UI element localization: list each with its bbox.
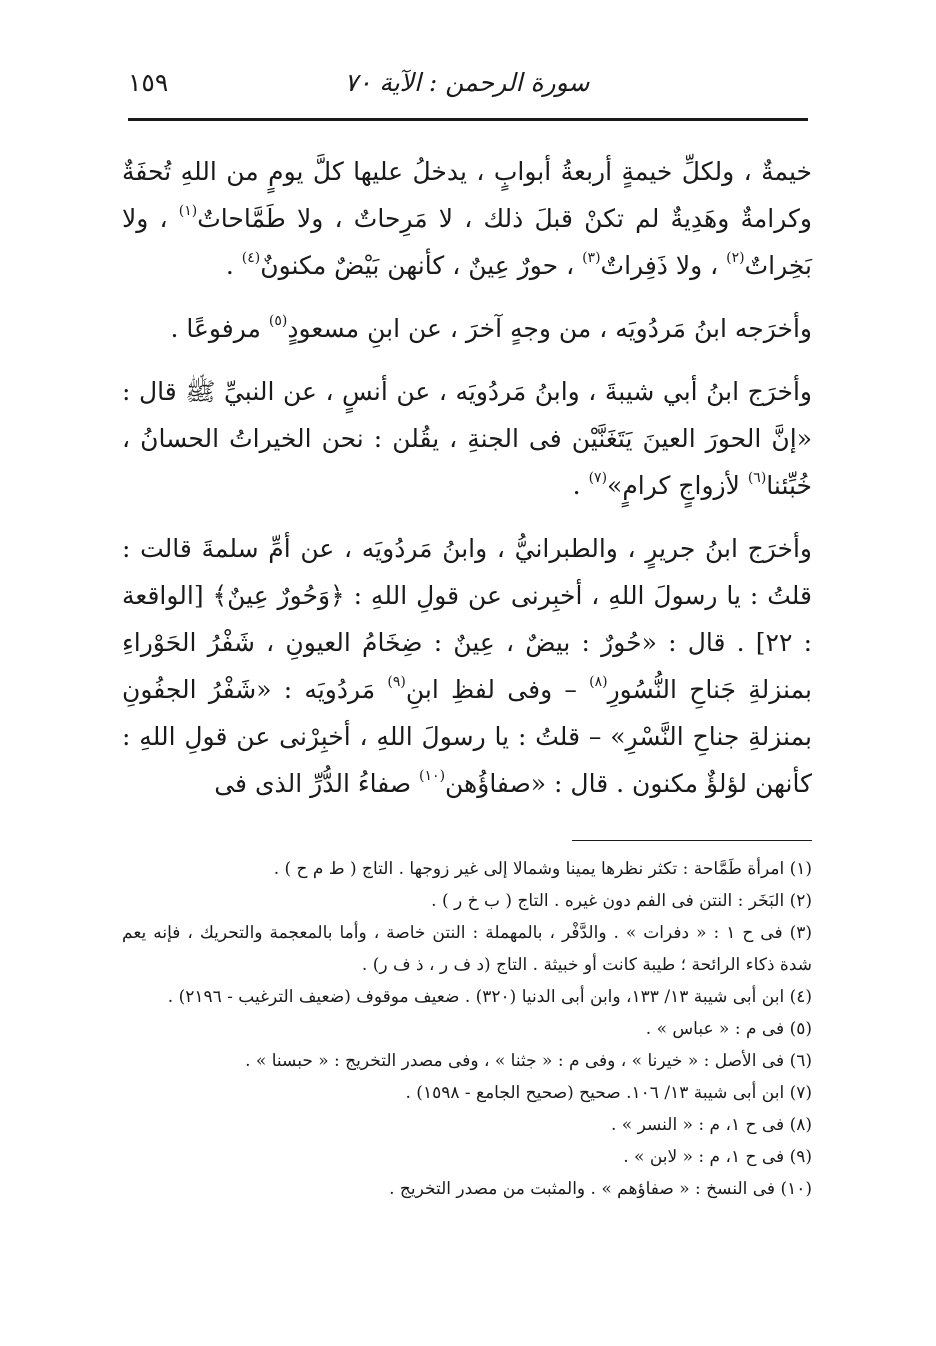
text-run: وأخرَجه ابنُ مَردُويَه ، من وجهٍ آخرَ ، عن ابنِ مسعودٍ: [287, 314, 812, 343]
footnote: (٣) فى ح ١ : « دفرات » . والدَّفْر ، بالمهملة : النتن خاصة ، وأما بالمعجمة والتحريك ، فإنه يعم شدة ذكاء الرائحة ؛ طيبة كانت أو خبيثة . التاج (د ف ر ، ذ ف ر) .: [122, 923, 812, 975]
footnote-marker: (٤): [241, 250, 261, 266]
footnote: (٥) فى م : « عباس » .: [645, 1019, 812, 1039]
footnote: (٩) فى ح ١، م : « لابن » .: [623, 1147, 812, 1167]
footnote: (٧) ابن أبى شيبة ١٣/ ١٠٦. صحيح (صحيح الجامع - ١٥٩٨) .: [405, 1083, 812, 1103]
paragraph: [122, 305, 812, 352]
text-run: وأخرَج ابنُ جريرٍ ، والطبرانيُّ ، وابنُ مَردُويَه ، عن أمِّ سلمةَ قالت : قلتُ : يا رسولَ اللهِ ، أخبِرنى عن قولِ اللهِ : ﴿وَحُورٌ عِينٌ﴾ [الواقعة : ٢٢] . قال : «حُورٌ : بيضٌ ، عِينٌ : ضِخَامُ العيونِ ، شَفْرُ الحَوْراءِ بمنزلةِ جَناحِ النُّسُورِ: [122, 534, 812, 704]
footnote-marker: (٥): [268, 313, 288, 329]
text-run: ، حورٌ عِينٌ ، كأنهن بَيْضٌ مكنونٌ: [260, 251, 583, 280]
footnote: (٨) فى ح ١، م : « النسر » .: [611, 1115, 812, 1135]
footnote: (٤) ابن أبى شيبة ١٣/ ١٣٣، وابن أبى الدنيا (٣٢٠) . ضعيف موقوف (ضعيف الترغيب - ٢١٩٦) .: [167, 987, 812, 1007]
main-text: [122, 148, 812, 823]
paragraph: [122, 148, 812, 289]
paragraph: [122, 525, 812, 807]
footnote-separator: [572, 840, 812, 841]
text-run: .: [225, 251, 242, 280]
footnote: (٦) فى الأصل : « خيرنا » ، وفى م : « جثنا » ، وفى مصدر التخريج : « حبسنا » .: [245, 1051, 812, 1071]
text-run: .: [572, 471, 589, 500]
text-run: لأزواجٍ كرامٍ»: [607, 471, 748, 500]
footnote-marker: (٦): [747, 470, 767, 486]
text-run: مَردُويَه : «شَفْرُ الجفُونِ بمنزلةِ جناحِ النَّسْرِ» – قلتُ : يا رسولَ اللهِ ، أخبِرْنى عن قولِ اللهِ : كأنهن لؤلؤٌ مكنون . قال : «صفاؤُهن: [122, 675, 812, 798]
running-title: سورة الرحمن : الآية ٧٠: [344, 68, 590, 97]
footnotes: [122, 853, 812, 1205]
footnote-marker: (٨): [589, 674, 608, 690]
footnote-marker: (١٠): [419, 768, 446, 784]
header-rule: [128, 118, 808, 121]
footnote: (١٠) فى النسخ : « صفاؤهم » . والمثبت من مصدر التخريج .: [389, 1179, 812, 1199]
text-run: ، ولا ذَفِراتٌ: [600, 251, 727, 280]
footnote: (٢) البَخَر : النتن فى الفم دون غيره . التاج ( ب خ ر ) .: [431, 891, 812, 911]
footnote-marker: (١): [178, 203, 198, 219]
footnote-marker: (٣): [582, 250, 601, 266]
text-run: مرفوعًا .: [170, 314, 269, 343]
text-run: صفاءُ الدُّرِّ الذى فى: [214, 769, 420, 798]
footnote-marker: (٢): [726, 250, 745, 266]
footnote-marker: (٩): [387, 674, 406, 690]
text-run: وأخرَج ابنُ أبي شيبةَ ، وابنُ مَردُويَه ، عن أنسٍ ، عن النبيِّ ﷺ قال : «إنَّ الحورَ العينَ يَتَغَنَّيْن فى الجنةِ ، يقُلن : نحن الخيراتُ الحسانُ ، خُبِّئنا: [122, 377, 812, 500]
text-run: – وفى لفظِ ابنِ: [405, 675, 590, 704]
text-run: ، ولا بَخِراتٌ: [122, 204, 812, 280]
footnote: (١) امرأة طَمَّاحة : تكثر نظرها يمينا وشمالا إلى غير زوجها . التاج ( ط م ح ) .: [273, 859, 812, 879]
text-run: خيمةٌ ، ولكلِّ خيمةٍ أربعةُ أبوابٍ ، يدخلُ عليها كلَّ يومٍ من اللهِ تُحفَةٌ وكرامةٌ وهَدِيةٌ لم تكنْ قبلَ ذلك ، لا مَرِحاتٌ ، ولا طَمَّاحاتٌ: [122, 157, 812, 233]
page-header: [128, 68, 806, 108]
page-number: ١٥٩: [128, 68, 169, 97]
paragraph: [122, 368, 812, 509]
footnote-marker: (٧): [588, 470, 608, 486]
